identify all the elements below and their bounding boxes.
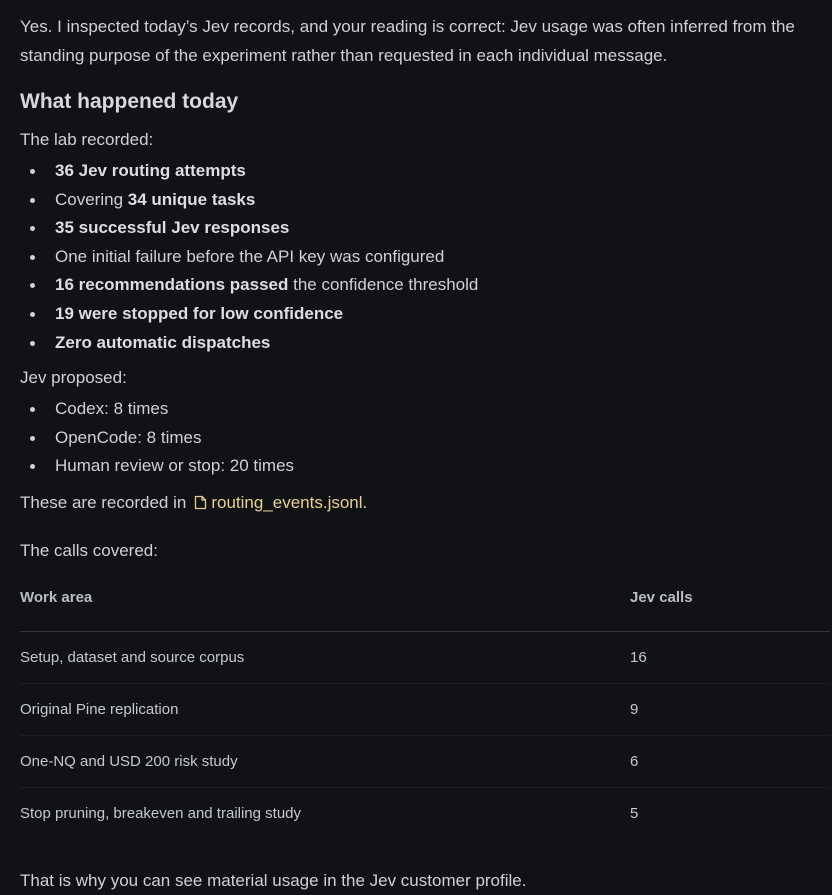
cell-jev-calls: 16 — [630, 631, 830, 683]
section-heading: What happened today — [20, 90, 239, 113]
lab-stats-list — [20, 157, 832, 357]
bullet-dot — [30, 464, 35, 469]
item-emphasis: 35 successful Jev responses — [55, 218, 290, 238]
list-item — [20, 329, 832, 358]
list-item — [20, 424, 832, 453]
bullet-dot — [30, 169, 35, 174]
list-item — [20, 186, 832, 215]
cell-work-area: Setup, dataset and source corpus — [20, 631, 630, 683]
bullet-dot — [30, 198, 35, 203]
item-emphasis: 16 recommendations passed — [55, 275, 289, 295]
item-text: OpenCode: 8 times — [55, 427, 202, 447]
table-row — [20, 683, 830, 735]
list-item — [20, 157, 832, 186]
item-emphasis: 19 were stopped for low confidence — [55, 303, 344, 323]
intro-paragraph: Yes. I inspected today’s Jev records, and your reading is correct: Jev usage was often inferred from the standing purpose of the experiment rather than requested in each individual message. — [20, 17, 795, 65]
item-text: Codex: 8 times — [55, 399, 169, 419]
table-row — [20, 631, 830, 683]
proposed-intro: Jev proposed: — [20, 368, 127, 388]
header-work-area: Work area — [20, 586, 630, 632]
recorded-suffix: . — [362, 492, 368, 512]
closing-paragraph: That is why you can see material usage in the Jev customer profile. — [20, 870, 527, 890]
calls-intro: The calls covered: — [20, 540, 158, 560]
bullet-dot — [30, 407, 35, 412]
table-row — [20, 735, 830, 787]
list-item — [20, 243, 832, 272]
bullet-dot — [30, 283, 35, 288]
bullet-dot — [30, 436, 35, 441]
item-text: the confidence threshold — [288, 275, 479, 295]
bullet-dot — [30, 341, 35, 346]
list-item — [20, 300, 832, 329]
item-text: One initial failure before the API key was configured — [55, 246, 445, 266]
header-jev-calls: Jev calls — [630, 586, 830, 632]
file-link[interactable]: routing_events.jsonl — [211, 492, 363, 512]
item-emphasis: 34 unique tasks — [127, 189, 256, 209]
proposed-list — [20, 395, 832, 481]
list-item — [20, 452, 832, 481]
list-item — [20, 395, 832, 424]
cell-work-area: Stop pruning, breakeven and trailing study — [20, 804, 302, 822]
cell-work-area: One-NQ and USD 200 risk study — [20, 735, 630, 787]
cell-jev-calls: 5 — [630, 804, 639, 822]
cell-work-area: Original Pine replication — [20, 683, 630, 735]
recorded-prefix: These are recorded in — [20, 492, 187, 512]
list-item — [20, 214, 832, 243]
cell-jev-calls: 9 — [630, 683, 830, 735]
lab-intro: The lab recorded: — [20, 130, 154, 149]
item-emphasis: 36 Jev routing attempts — [55, 161, 246, 180]
item-text: Human review or stop: 20 times — [55, 456, 295, 476]
item-text: Covering — [55, 189, 128, 209]
bullet-dot — [30, 255, 35, 260]
table-header-row — [20, 586, 830, 632]
recorded-in-line — [20, 488, 832, 519]
table-row — [20, 787, 830, 839]
file-icon — [194, 490, 207, 519]
list-item — [20, 271, 832, 300]
bullet-dot — [30, 226, 35, 231]
item-emphasis: Zero automatic dispatches — [55, 332, 271, 352]
calls-table — [20, 586, 830, 839]
bullet-dot — [30, 312, 35, 317]
cell-jev-calls: 6 — [630, 735, 830, 787]
